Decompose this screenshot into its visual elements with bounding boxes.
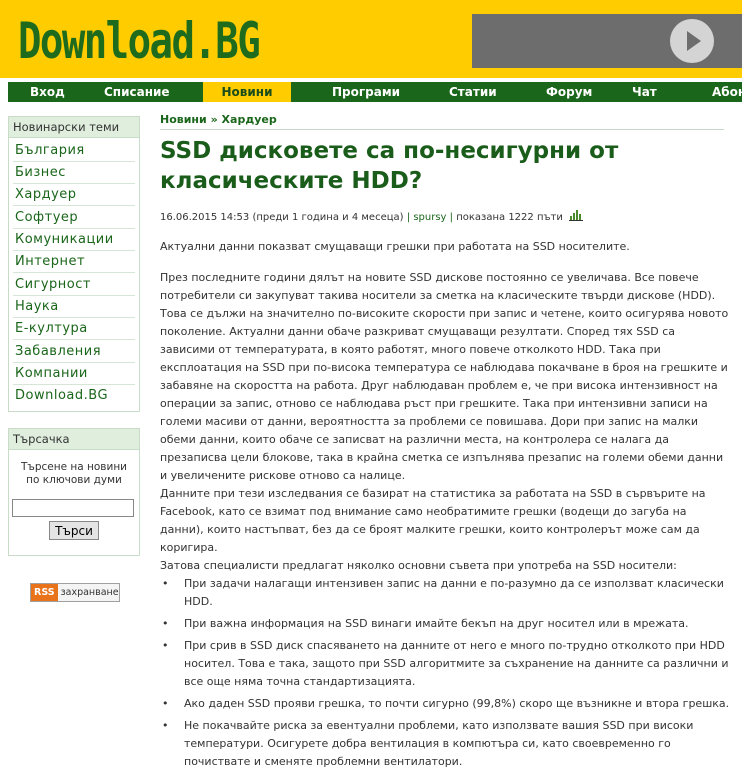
- divider: [13, 362, 135, 363]
- article-views: показана 1222 пъти: [456, 212, 563, 223]
- divider: [13, 228, 135, 229]
- nav-item-articles[interactable]: Статии: [449, 85, 497, 99]
- stats-icon[interactable]: [569, 210, 583, 221]
- article-title: SSD дисковете са по-несигурни от класическите HDD?: [160, 138, 619, 194]
- article-age: (преди 1 година и 4 месеца): [252, 212, 404, 223]
- site-logo[interactable]: Download.BG: [18, 12, 260, 70]
- news-topics-box: [8, 116, 140, 412]
- divider: [13, 339, 135, 340]
- tip-list-item: • При срив в SSD диск спасяването на данните от него е много по-трудно отколкото при HDD носител. Това е така, защото при SSD алгоритмите за съхранение на данните са различни и все още няма точна стандартизацията.: [160, 637, 732, 691]
- divider: [13, 384, 135, 385]
- divider: [13, 272, 135, 273]
- topic-internet[interactable]: Интернет: [15, 254, 86, 269]
- breadcrumb-news[interactable]: Новини: [160, 113, 207, 126]
- nav-item-magazine[interactable]: Списание: [104, 85, 170, 99]
- divider: [160, 129, 724, 130]
- tip-list-item: • При важна информация на SSD винаги имайте бекъп на друг носител или в мрежата.: [160, 615, 732, 633]
- main-nav: [8, 82, 746, 102]
- topic-e-culture[interactable]: Е-култура: [15, 321, 88, 336]
- divider: [13, 317, 135, 318]
- search-description: Търсене на новини по ключови думи: [20, 461, 128, 486]
- nav-item-chat[interactable]: Чат: [632, 85, 657, 99]
- topic-bulgaria[interactable]: България: [15, 143, 85, 158]
- nav-item-forum[interactable]: Форум: [546, 85, 593, 99]
- search-box: [8, 428, 140, 556]
- topic-business[interactable]: Бизнес: [15, 165, 66, 180]
- topic-download-bg[interactable]: Download.BG: [15, 388, 109, 403]
- site-header: [0, 0, 742, 78]
- tip-list-item: • Не покачвайте риска за евентуални проблеми, като използвате вашия SSD при високи температури. Осигурете добра вентилация в компютъра си, като своевременно го почиствате и сменяте проблемни вентилатори.: [160, 717, 732, 771]
- nav-item-programs[interactable]: Програми: [332, 85, 401, 99]
- article-paragraph: Затова специалисти предлагат няколко основни съвета при употреба на SSD носители:: [160, 559, 677, 572]
- search-box-title: Търсачка: [9, 429, 139, 450]
- news-topics-title: Новинарски теми: [9, 117, 139, 138]
- divider: [13, 250, 135, 251]
- breadcrumb-hardware[interactable]: Хардуер: [221, 113, 277, 126]
- nav-item-login[interactable]: Вход: [30, 85, 65, 99]
- article-lead: Актуални данни показват смущаващи грешки при работата на SSD носителите.: [160, 240, 630, 253]
- topic-science[interactable]: Наука: [15, 299, 59, 314]
- tip-list-item: • При задачи налагащи интензивен запис на данни е по-разумно да се използват класически HDD.: [160, 575, 732, 611]
- topic-entertainment[interactable]: Забавления: [15, 344, 102, 359]
- divider: [13, 183, 135, 184]
- divider: [13, 205, 135, 206]
- rss-label: захранване: [60, 587, 119, 598]
- topic-companies[interactable]: Компании: [15, 366, 88, 381]
- topic-hardware[interactable]: Хардуер: [15, 187, 77, 202]
- divider: [13, 295, 135, 296]
- article-meta: 16.06.2015 14:53 (преди 1 година и 4 месеца) | spursy | показана 1222 пъти: [160, 210, 583, 223]
- rss-feed-button[interactable]: [30, 583, 120, 602]
- tip-list-item: • Ако даден SSD прояви грешка, то почти сигурно (99,8%) скоро ще възникне и втора грешка.: [160, 695, 732, 713]
- search-button[interactable]: Търси: [49, 521, 99, 540]
- breadcrumb-separator: »: [210, 113, 218, 126]
- rss-icon: RSS: [31, 584, 58, 601]
- play-icon[interactable]: [670, 19, 714, 63]
- article-body: [160, 269, 732, 771]
- divider: [13, 161, 135, 162]
- topic-software[interactable]: Софтуер: [15, 210, 79, 225]
- article-date: 16.06.2015 14:53: [160, 212, 250, 223]
- breadcrumb: [160, 113, 277, 126]
- article-author[interactable]: spursy: [413, 212, 447, 223]
- topic-security[interactable]: Сигурност: [15, 277, 91, 292]
- article-paragraph: През последните години дялът на новите SSD дискове постоянно се увеличава. Все повече потребители си закупуват такива носители за сметка на класическите твърди дискове (HDD). Това се дължи на значително по-високите скорости при запис и четене, които осигурява новото поколение. Актуални данни обаче разкриват смущаващи резултати. Според тях SSD са зависими от температурата, в която работят, много повече отколкото HDD. Така при експлоатация на SSD при по-висока температура се наблюдава покачване в броя на грешките и забавяне на скоростта на работа. Друг наблюдаван проблем е, че при висока интензивност на операции за запис, отново се наблюдава ръст при грешките. Така при интензивни записи на големи масиви от данни, вероятността за проблеми се повишава. Дори при запис на малки обеми данни, които обаче се записват на различни места, на контролера се налага да презаписва цели блокове, така в крайна сметка се изпълнява презапис на големи обеми данни и увеличените рискове отново са налице.: [160, 271, 729, 482]
- nav-item-subscribe[interactable]: Абон: [712, 85, 746, 99]
- search-input[interactable]: [12, 499, 134, 517]
- nav-item-news[interactable]: Новини: [203, 82, 291, 102]
- topic-communications[interactable]: Комуникации: [15, 232, 114, 247]
- article-paragraph: Данните при тези изследвания се базират на статистика за работата на SSD в сървърите на Facebook, като се взимат под внимание само необратимите грешки (водещи до загуба на данни), които настъпват, без да се броят малките грешки, които контролерът може сам да коригира.: [160, 487, 706, 554]
